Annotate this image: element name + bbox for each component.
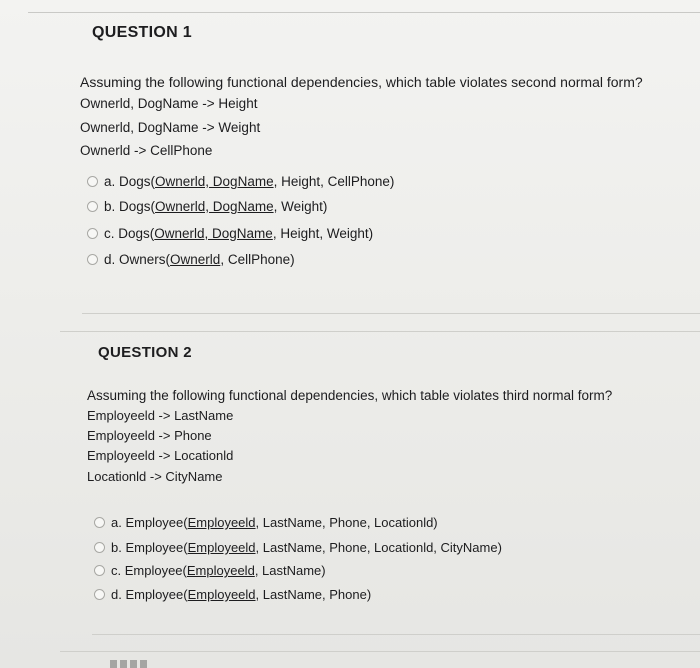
option-key: Ownerld xyxy=(170,252,221,267)
q2-option-b[interactable] xyxy=(94,540,502,555)
next-question-title-fragment xyxy=(110,660,150,668)
top-divider xyxy=(28,12,700,13)
option-label: , LastName, Phone) xyxy=(255,587,372,602)
option-label: , CellPhone) xyxy=(220,252,295,267)
question-2-dependency: Employeeld -> Phone xyxy=(87,428,212,443)
radio-button[interactable] xyxy=(94,565,105,576)
radio-button[interactable] xyxy=(87,254,98,265)
q1-option-b[interactable] xyxy=(87,199,327,214)
question-1-dependency: Ownerld -> CellPhone xyxy=(80,143,213,158)
radio-button[interactable] xyxy=(94,517,105,528)
option-label: , Weight) xyxy=(273,199,328,214)
option-key: Employeeld xyxy=(186,563,255,578)
option-label: a. Employee( xyxy=(111,515,188,530)
option-label: b. Dogs( xyxy=(104,199,156,214)
q2-option-c[interactable] xyxy=(94,563,326,578)
option-key: Employeeld xyxy=(187,515,256,530)
option-label: , LastName, Phone, Locationld) xyxy=(255,515,438,530)
question-1-dependency: Ownerld, DogName -> Height xyxy=(80,96,258,111)
question-2-dependency: Employeeld -> LastName xyxy=(87,408,234,423)
radio-button[interactable] xyxy=(94,542,105,553)
section-divider xyxy=(60,651,700,652)
question-2-title: QUESTION 2 xyxy=(98,344,192,361)
option-label: a. Dogs( xyxy=(104,174,156,189)
option-label: d. Owners( xyxy=(104,252,171,267)
question-2-bottom-divider xyxy=(92,634,700,635)
option-label: , Height, Weight) xyxy=(272,226,374,241)
option-key: Ownerld, DogName xyxy=(154,226,273,241)
q2-option-a[interactable] xyxy=(94,515,438,530)
option-label: , Height, CellPhone) xyxy=(273,174,395,189)
radio-button[interactable] xyxy=(87,201,98,212)
option-label: c. Employee( xyxy=(111,563,187,578)
option-label: c. Dogs( xyxy=(104,226,155,241)
option-key: Ownerld, DogName xyxy=(155,174,274,189)
question-1-dependency: Ownerld, DogName -> Weight xyxy=(80,120,261,135)
radio-button[interactable] xyxy=(87,176,98,187)
question-1-bottom-divider xyxy=(82,313,700,314)
option-label: b. Employee( xyxy=(111,540,188,555)
radio-button[interactable] xyxy=(87,228,98,239)
question-1-prompt: Assuming the following functional dependencies, which table violates second normal form? xyxy=(80,74,643,90)
radio-button[interactable] xyxy=(94,589,105,600)
q2-option-d[interactable] xyxy=(94,587,371,602)
question-2-prompt: Assuming the following functional dependencies, which table violates third normal form? xyxy=(87,388,613,403)
question-2-dependency: Employeeld -> Locationld xyxy=(87,448,234,463)
section-divider xyxy=(60,331,700,332)
option-label: , LastName) xyxy=(254,563,326,578)
q1-option-c[interactable] xyxy=(87,226,373,241)
q1-option-d[interactable] xyxy=(87,252,295,267)
option-key: Employeeld xyxy=(187,540,256,555)
question-2-dependency: Locationld -> CityName xyxy=(87,469,223,484)
question-1-title: QUESTION 1 xyxy=(92,24,192,41)
option-label: , LastName, Phone, Locationld, CityName) xyxy=(255,540,502,555)
option-key: Employeeld xyxy=(187,587,256,602)
option-key: Ownerld, DogName xyxy=(155,199,274,214)
q1-option-a[interactable] xyxy=(87,174,394,189)
option-label: d. Employee( xyxy=(111,587,188,602)
